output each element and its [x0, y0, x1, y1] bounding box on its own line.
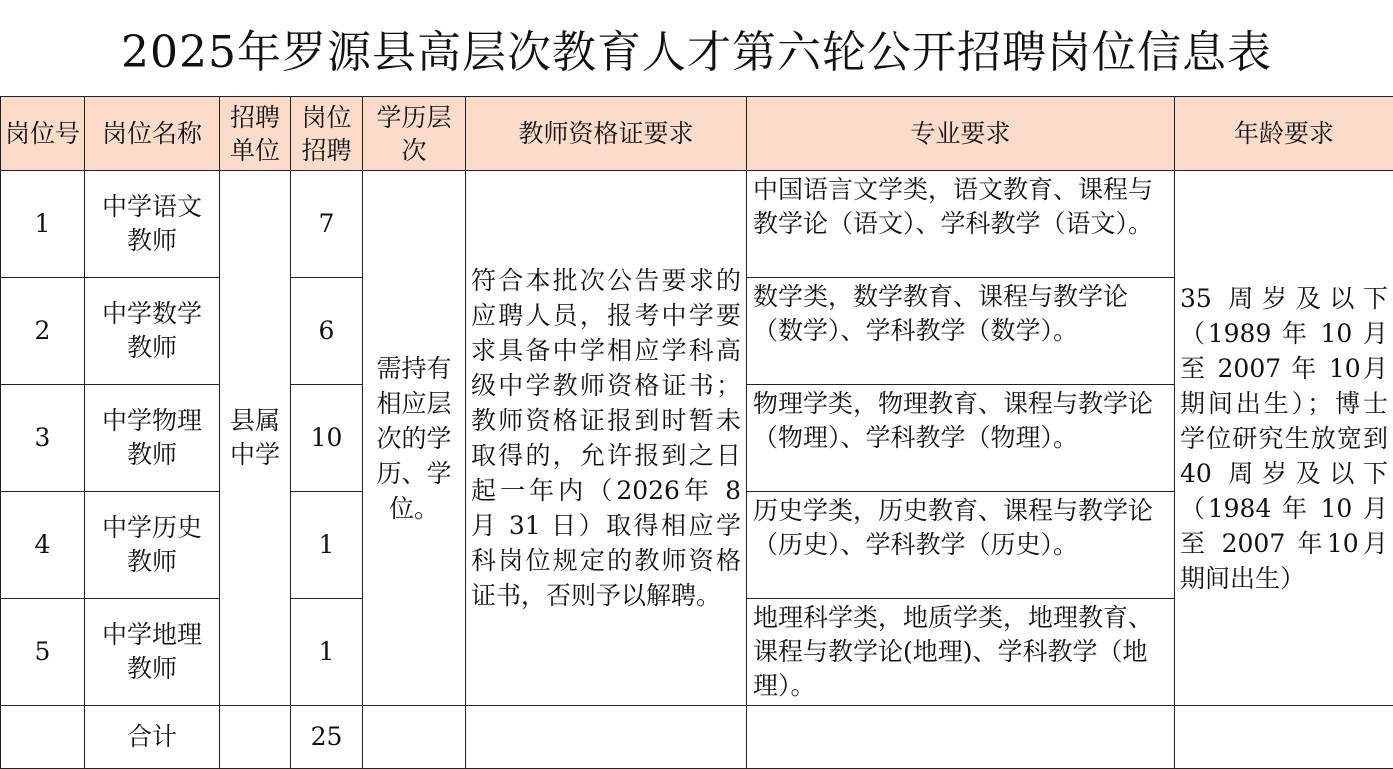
- post-no: 4: [1, 492, 85, 599]
- post-name: 中学物理教师: [85, 385, 220, 492]
- total-empty-cell: [363, 706, 466, 769]
- post-name: 中学地理教师: [85, 599, 220, 706]
- education-requirement: 需持有相应层次的学历、学位。: [363, 171, 466, 706]
- header-count: 岗位招聘: [291, 97, 363, 171]
- total-empty-cell: [1175, 706, 1393, 769]
- recruiting-unit: 县属中学: [220, 171, 291, 706]
- post-no: 3: [1, 385, 85, 492]
- header-row: [1, 97, 1393, 171]
- total-count: 25: [291, 706, 363, 769]
- page-title: 2025年罗源县高层次教育人才第六轮公开招聘岗位信息表: [0, 0, 1393, 96]
- post-count: 6: [291, 278, 363, 385]
- post-count: 1: [291, 492, 363, 599]
- post-count: 1: [291, 599, 363, 706]
- header-education: 学历层次: [363, 97, 466, 171]
- major-requirement: 历史学类，历史教育、课程与教学论（历史）、学科教学（历史）。: [747, 492, 1175, 599]
- post-name: 中学历史教师: [85, 492, 220, 599]
- post-no: 2: [1, 278, 85, 385]
- total-empty-cell: [747, 706, 1175, 769]
- header-post-no: 岗位号: [1, 97, 85, 171]
- certificate-requirement: 符合本批次公告要求的应聘人员，报考中学要求具备中学相应学科高级中学教师资格证书；教师资格证报到时暂未取得的，允许报到之日起一年内（2026年 8 月 31 日）取得相应学科岗位规定的教师资格证书，否则予以解聘。: [466, 171, 747, 706]
- major-requirement: 数学类，数学教育、课程与教学论（数学）、学科教学（数学）。: [747, 278, 1175, 385]
- major-requirement: 地理科学类，地质学类，地理教育、课程与教学论(地理)、学科教学（地理）。: [747, 599, 1175, 706]
- post-no: 1: [1, 171, 85, 278]
- major-requirement: 中国语言文学类，语文教育、课程与教学论（语文）、学科教学（语文）。: [747, 171, 1175, 278]
- recruitment-table: [0, 96, 1393, 769]
- post-count: 7: [291, 171, 363, 278]
- header-age: 年龄要求: [1175, 97, 1393, 171]
- header-post-name: 岗位名称: [85, 97, 220, 171]
- age-requirement: 35 周岁及以下（1989 年 10 月至 2007 年 10月期间出生）；博士学位研究生放宽到 40 周岁及以下（1984 年 10 月至 2007 年10月期间出生）: [1175, 171, 1393, 706]
- post-count: 10: [291, 385, 363, 492]
- post-name: 中学数学教师: [85, 278, 220, 385]
- total-empty-cell: [220, 706, 291, 769]
- total-row: [1, 706, 1393, 769]
- table-row: [1, 171, 1393, 278]
- post-no: 5: [1, 599, 85, 706]
- total-empty-cell: [1, 706, 85, 769]
- total-empty-cell: [466, 706, 747, 769]
- header-certificate: 教师资格证要求: [466, 97, 747, 171]
- major-requirement: 物理学类，物理教育、课程与教学论（物理）、学科教学（物理）。: [747, 385, 1175, 492]
- header-major: 专业要求: [747, 97, 1175, 171]
- total-label: 合计: [85, 706, 220, 769]
- header-unit: 招聘单位: [220, 97, 291, 171]
- post-name: 中学语文教师: [85, 171, 220, 278]
